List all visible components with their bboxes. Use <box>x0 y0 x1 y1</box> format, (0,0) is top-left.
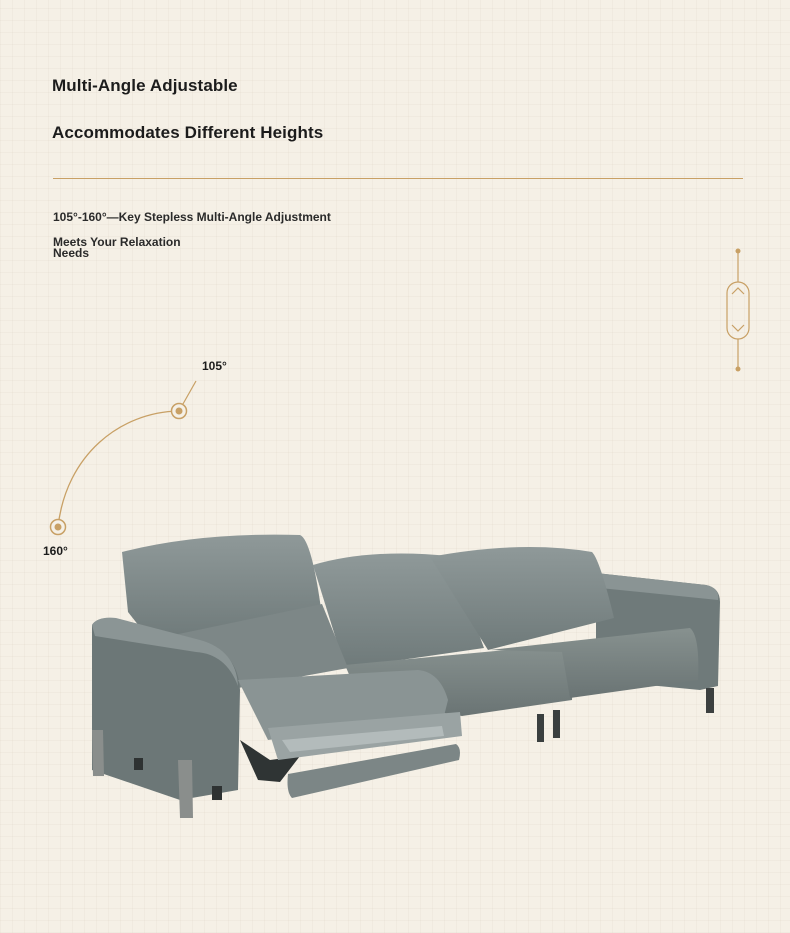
feature-description: Meets Your Relaxation Needs <box>53 235 181 260</box>
angle-160-label: 160° <box>43 544 68 558</box>
heading-line-2: Accommodates Different Heights <box>52 123 324 142</box>
feature-subtitle: 105°-160°—Key Stepless Multi-Angle Adjustment <box>53 210 331 224</box>
angle-105-label: 105° <box>202 359 227 373</box>
heading-line-1: Multi-Angle Adjustable <box>52 76 238 95</box>
divider <box>53 178 743 179</box>
